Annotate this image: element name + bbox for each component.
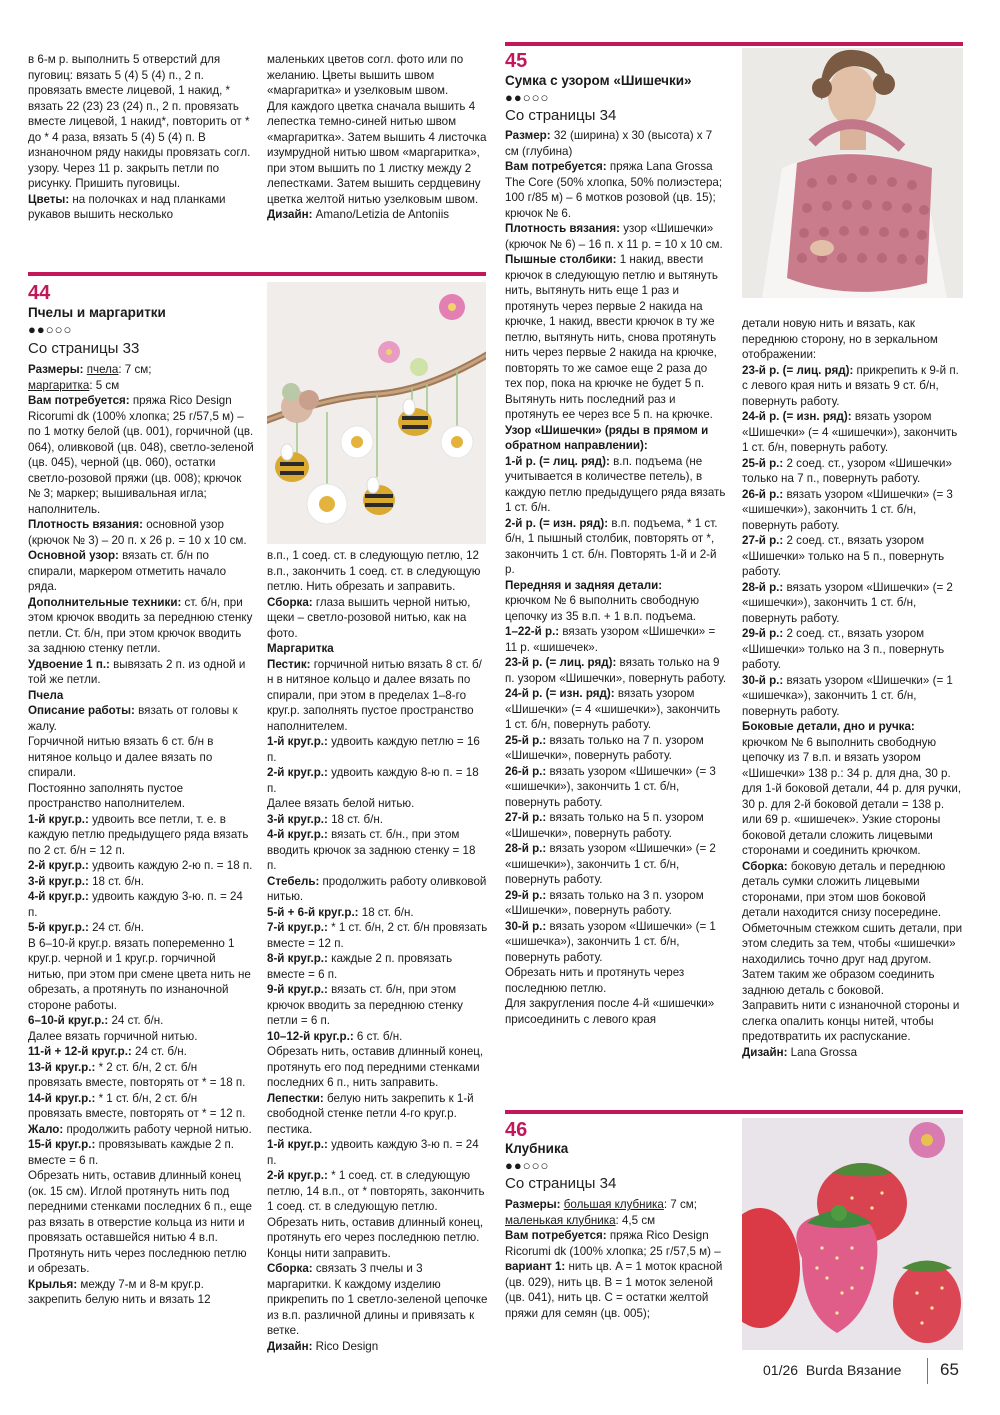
bold-label: 11-й + 12-й круг.р.: — [28, 1045, 132, 1058]
bold-label: Стебель: — [267, 874, 320, 888]
underlined-term: большая клубника — [563, 1198, 664, 1211]
difficulty-rating-45 — [505, 90, 549, 105]
text-run: детали новую нить и вязать, как переднюю сторону, но в зеркальном отображении: — [742, 317, 938, 361]
pattern-title-44: Пчелы и маргаритки — [28, 305, 166, 320]
text-run: в 6-м р. выполнить 5 отверстий для пуговиц: вязать 5 (4) 5 (4) п., 2 п. провязать вместе лицевой, 1 накид, * вязать 22 (23) 23 (24) п., 2 п. провязать вместе лицевой, 1 накид*, повторить от * до * 4 раза, вязать 5 (4) 5 (4) п. В изнаночном ряду накиды провязать согл. узору. Через 11 р. закрыть петли по рисунку. Пришить пуговицы. — [28, 53, 251, 190]
paragraph — [267, 1261, 488, 1339]
text-run: крючком № 6 выполнить свободную цепочку из 35 в.п. + 1 в.п. подъема. — [505, 594, 700, 623]
bees-daisies-illustration — [267, 282, 486, 544]
paragraph — [28, 378, 254, 394]
difficulty-rating-46 — [505, 1158, 549, 1173]
text-run: Lana Grossa — [787, 1045, 858, 1059]
bold-label: Описание работы: — [28, 704, 135, 717]
bold-label: 1–22-й р.: — [505, 625, 560, 638]
paragraph — [267, 641, 488, 657]
paragraph — [28, 688, 254, 704]
bold-label: 2-й круг.р.: — [267, 766, 328, 779]
text-run: Далее вязать белой нитью. — [267, 797, 415, 810]
text-run: вязать узором «Шишечки» (= 4 «шишечки»), закончить 1 ст. б/н, повернуть работу. — [505, 687, 721, 731]
paragraph — [267, 1091, 488, 1138]
section-rule-46 — [505, 1110, 963, 1114]
bold-label: 6–10-й круг.р.: — [28, 1014, 109, 1027]
text-run: В 6–10-й круг.р. вязать попеременно 1 круг.р. черной и 1 круг.р. горчичной нитью, при этом при смене цвета нить не обрезать, а протянуть по изнаночной стороне работы. — [28, 936, 251, 1012]
text-run: каждые 2 п. провязать вместе = 6 п. — [267, 952, 453, 981]
paragraph — [505, 159, 727, 221]
paragraph — [267, 52, 492, 99]
bold-label: 7-й круг.р.: — [267, 921, 328, 934]
from-page-45: Со страницы 34 — [505, 107, 617, 124]
bold-label: Передняя и задняя детали: — [505, 578, 663, 592]
underlined-term: пчела — [86, 363, 119, 376]
paragraph — [505, 593, 727, 624]
pattern-44-column-2 — [267, 548, 488, 1354]
text-run: вывязать 2 п. из одной и той же петли. — [28, 657, 246, 686]
text-run: вязать узором «Шишечки» (= 2 «шишечки»), закончить 1 ст. б/н, повернуть работу. — [505, 842, 716, 886]
bold-label: Дизайн: — [267, 208, 313, 221]
difficulty-dot-empty-icon: ○ — [540, 1158, 550, 1173]
paragraph — [28, 781, 254, 812]
paragraph — [267, 1168, 488, 1261]
bold-label: Удвоение 1 п.: — [28, 657, 110, 671]
paragraph — [742, 735, 964, 859]
difficulty-dot-empty-icon: ○ — [522, 90, 532, 105]
text-run: вязать ст. б/н по спирали, маркером отметить начало ряда. — [28, 549, 227, 593]
bold-label: 30-й р.: — [742, 673, 784, 687]
bold-label: 25-й р.: — [742, 456, 784, 470]
page-number: 65 — [940, 1360, 959, 1379]
paragraph — [28, 1013, 254, 1029]
paragraph — [28, 192, 253, 223]
pattern-45-column-1 — [505, 128, 727, 1027]
footer-divider — [927, 1358, 928, 1384]
bold-label: Пестик: — [267, 657, 311, 671]
paragraph — [505, 965, 727, 996]
difficulty-dot-empty-icon: ○ — [54, 322, 64, 337]
bold-label: 3-й круг.р.: — [28, 874, 89, 888]
bold-label: Размеры: — [505, 1198, 561, 1211]
text-run: продолжить работу черной нитью. — [63, 1122, 252, 1136]
text-run: * 2 ст. б/н, 2 ст. б/н провязать вместе, повторять от * = 18 п. — [28, 1060, 246, 1089]
text-run: продолжить работу оливковой нитью. — [267, 874, 487, 903]
paragraph — [267, 595, 488, 642]
text-run: ст. б/н, при этом крючок вводить за переднюю стенку петли. Ст. б/н, при этом крючок вводить за заднюю стенку петли. — [28, 595, 253, 655]
paragraph — [28, 889, 254, 920]
bold-label: 30-й р.: — [505, 919, 547, 933]
text-run: в.п. подъема, * 1 ст. б/н, 1 пышный столбик, повторять от *, закончить 1 ст. б/н. Повторять 1-й и 2-й р. — [505, 516, 718, 576]
paragraph — [742, 316, 964, 363]
paragraph — [28, 703, 254, 734]
text-run: Для каждого цветка сначала вышить 4 лепестка темно-синей нитью швом «маргаритка». Затем вышить 4 листочка изумрудной нитью швом «маргаритка», при этом вышить по 1 листку между 2 лепестками. Затем вышить сердцевину цветка желтой нитью узелковым швом. — [267, 99, 487, 206]
bold-label: 26-й р.: — [505, 764, 547, 778]
bold-label: Вам потребуется: — [28, 394, 130, 407]
text-run: * 1 соед. ст. в следующую петлю, 14 в.п., от * повторять, закончить 1 соед. ст. в следующую петлю. Обрезать нить, оставив длинный конец, протянуть его через последнюю петлю. Концы нити заправить. — [267, 1169, 485, 1260]
bold-label: 23-й р. (= лиц. ряд): — [505, 656, 617, 669]
paragraph — [267, 827, 488, 874]
paragraph — [505, 841, 727, 888]
paragraph — [28, 517, 254, 548]
text-run: боковую деталь и переднюю деталь сумки сложить лицевыми сторонами, при этом шов боковой детали находится снизу посередине. Обметочным стежком сшить детали, при этом следить за тем, чтобы «шишечки» находились точно друг над другом. — [742, 859, 963, 966]
text-run: вязать узором «Шишечки» (= 1 «шишечка»), закончить 1 ст. б/н, повернуть работу. — [742, 673, 953, 718]
pattern-number-46: 46 — [505, 1119, 528, 1141]
text-run: : 5 см — [89, 378, 120, 392]
bold-label: 29-й р.: — [742, 627, 784, 640]
text-run: вязать только на 9 п. узором «Шишечки», повернуть работу. — [505, 656, 727, 685]
pattern-45-column-2 — [742, 316, 964, 1060]
paragraph — [267, 874, 488, 905]
pattern-title-45: Сумка с узором «Шишечки» — [505, 73, 692, 88]
paragraph — [742, 673, 964, 720]
bold-label: Вам потребуется: — [505, 160, 607, 173]
text-run: Далее вязать горчичной нитью. — [28, 1029, 198, 1043]
bold-label: Сборка: — [267, 595, 313, 609]
paragraph — [28, 548, 254, 595]
difficulty-dot-filled-icon: ● — [28, 322, 37, 337]
section-rule-45 — [505, 42, 963, 46]
text-run: белую нить закрепить к 1-й свободной стенке петли 4-го круг.р. пестика. — [267, 1091, 474, 1136]
text-run: нить цв. A = 1 моток красной (цв. 029), нить цв. B = 1 моток зеленой (цв. 041), нить цв. C = остатки желтой пряжи для семян (цв. 005); — [505, 1260, 723, 1320]
paragraph — [742, 456, 964, 487]
paragraph — [267, 796, 488, 812]
text-run: вязать узором «Шишечки» (= 2 «шишечки»), закончить 1 ст. б/н, повернуть работу. — [742, 580, 953, 625]
paragraph — [505, 252, 727, 423]
section-rule-44 — [28, 272, 486, 276]
underlined-term: маленькая клубника — [505, 1213, 616, 1227]
difficulty-dot-filled-icon: ● — [513, 90, 523, 105]
bold-label: Лепестки: — [267, 1091, 324, 1105]
paragraph — [742, 859, 964, 968]
paragraph — [742, 409, 964, 456]
paragraph — [267, 982, 488, 1029]
bold-label: Пышные столбики: — [505, 253, 617, 266]
paragraph — [505, 1197, 727, 1213]
top-middle-column — [267, 52, 492, 223]
paragraph — [505, 810, 727, 841]
text-run: Для закругления после 4-й «шишечки» присоединить с левого края — [505, 997, 715, 1026]
bold-label: 8-й круг.р.: — [267, 952, 328, 965]
paragraph — [267, 657, 488, 735]
text-run: удвоить каждую петлю = 16 п. — [267, 735, 480, 764]
bold-label: Маргаритка — [267, 642, 334, 655]
text-run: удвоить каждую 8-ю п. = 18 п. — [267, 766, 479, 795]
text-run: основной узор (крючок № 3) – 20 п. х 26 р. = 10 х 10 см. — [28, 518, 247, 547]
paragraph — [505, 516, 727, 578]
text-run: Постоянно заполнять пустое пространство наполнителем. — [28, 781, 185, 810]
text-run: вязать только на 5 п. узором «Шишечки», повернуть работу. — [505, 811, 704, 840]
paragraph — [505, 454, 727, 516]
bold-label: Дизайн: — [742, 1045, 788, 1059]
paragraph — [505, 1213, 727, 1229]
paragraph — [505, 764, 727, 811]
paragraph — [267, 812, 488, 828]
bold-label: Крылья: — [28, 1277, 78, 1291]
text-run: связать 3 пчелы и 3 маргаритки. К каждому изделию прикрепить по 1 светло-зеленой цепочке из в.п. различной длины и привязать к ветке. — [267, 1262, 488, 1337]
paragraph — [505, 128, 727, 159]
bold-label: 27-й р.: — [742, 534, 784, 547]
text-run: 6 ст. б/н. — [353, 1029, 403, 1043]
difficulty-rating-44 — [28, 322, 72, 337]
bold-label: Узор «Шишечки» (ряды в прямом и обратном направлении): — [505, 423, 709, 452]
difficulty-dot-empty-icon: ○ — [531, 1158, 541, 1173]
difficulty-dot-filled-icon: ● — [505, 1158, 514, 1173]
bold-label: 4-й круг.р.: — [28, 890, 89, 903]
text-run: в.п., 1 соед. ст. в следующую петлю, 12 в.п., закончить 1 соед. ст. в следующую петлю. Нить обрезать и заправить. — [267, 549, 481, 593]
bold-label: 27-й р.: — [505, 811, 547, 824]
text-run: вязать узором «Шишечки» (= 1 «шишечка»), закончить 1 ст. б/н, повернуть работу. — [505, 919, 716, 964]
bold-label: Сборка: — [742, 859, 788, 873]
bold-label: Плотность вязания: — [28, 518, 143, 531]
bold-label: 10–12-й круг.р.: — [267, 1029, 354, 1043]
text-run: : 7 см; — [663, 1198, 697, 1211]
bold-label: 2-й круг.р.: — [267, 1169, 328, 1182]
difficulty-dot-empty-icon: ○ — [45, 322, 55, 337]
text-run: 2 соед. ст., вязать узором «Шишечки» только на 3 п., повернуть работу. — [742, 627, 945, 671]
bold-label: Пчела — [28, 688, 64, 702]
text-run: пряжа Rico Design Ricorumi dk (100% хлопка; 25 г/57,5 м) – по 1 мотку белой (цв. 001), горчичной (цв. 064), оливковой (цв. 048), светло-зеленой (цв. 045), черной (цв. 060), остатки светло-розовой пряжи (цв. 008); крючок № 3; маркер; вышивальная игла; наполнитель. — [28, 394, 254, 516]
photo-strawberries — [742, 1118, 963, 1350]
bold-label: 28-й р.: — [742, 580, 784, 594]
bold-label: 29-й р.: — [505, 888, 547, 902]
bold-label: Размеры: — [28, 363, 84, 376]
paragraph — [505, 655, 727, 686]
text-run: маленьких цветов согл. фото или по желанию. Цветы вышить швом «маргаритка» и узелковым швом. — [267, 53, 464, 97]
paragraph — [267, 905, 488, 921]
paragraph — [267, 1339, 488, 1355]
text-run: глаза вышить черной нитью, щеки – светло-розовой нитью, как на фото. — [267, 595, 471, 640]
text-run: пряжа Lana Grossa The Core (50% хлопка, 50% полиэстера; 100 г/85 м) – 6 мотков розовой (цв. 15); крючок № 6. — [505, 160, 723, 220]
top-left-column — [28, 52, 253, 223]
paragraph — [28, 1277, 254, 1308]
paragraph — [505, 221, 727, 252]
text-run: 24 ст. б/н. — [88, 921, 144, 934]
paragraph — [742, 1045, 964, 1061]
bold-label: 14-й круг.р.: — [28, 1091, 96, 1105]
paragraph — [505, 578, 727, 594]
text-run: 2 соед. ст., узором «Шишечки» только на 7 п., повернуть работу. — [742, 456, 952, 485]
text-run: 2 соед. ст., вязать узором «Шишечки» только на 5 п., повернуть работу. — [742, 534, 945, 578]
paragraph — [742, 719, 964, 735]
bold-label: вариант 1: — [505, 1260, 566, 1273]
paragraph — [505, 423, 727, 454]
text-run: Rico Design — [312, 1339, 379, 1353]
text-run: удвоить каждую 3-ю п. = 24 п. — [267, 1138, 479, 1167]
text-run: * 1 ст. б/н, 2 ст. б/н провязать вместе = 12 п. — [267, 921, 488, 950]
bold-label: 1-й круг.р.: — [267, 735, 328, 748]
bold-label: 15-й круг.р.: — [28, 1138, 96, 1151]
difficulty-dot-filled-icon: ● — [505, 90, 514, 105]
paragraph — [28, 657, 254, 688]
paragraph — [267, 1044, 488, 1091]
text-run: 18 ст. б/н. — [327, 812, 383, 826]
paragraph — [267, 920, 488, 951]
bold-label: Цветы: — [28, 192, 70, 206]
paragraph — [505, 624, 727, 655]
paragraph — [267, 1029, 488, 1045]
text-run: на полочках и над планками рукавов вышить несколько — [28, 192, 226, 221]
paragraph — [28, 920, 254, 936]
bold-label: Дизайн: — [267, 1339, 313, 1353]
bold-label: 3-й круг.р.: — [267, 812, 328, 826]
pattern-title-46: Клубника — [505, 1141, 569, 1156]
paragraph — [28, 362, 254, 378]
paragraph — [267, 951, 488, 982]
text-run: вязать узором «Шишечки» (= 3 «шишечки»), закончить 1 ст. б/н, повернуть работу. — [505, 764, 716, 809]
text-run: крючком № 6 выполнить свободную цепочку из 7 в.п. и вязать узором «Шишечки» 138 р.: 34 р. для дна, 30 р. для 1-й боковой детали, 44 р. для ручки, 30 р. для 2-й боковой детали = 138 р. или 69 р. «шишечек». Узкие стороны боковой детали сложить лицевыми сторонами и соединить крючком. — [742, 735, 962, 857]
bold-label: 5-й круг.р.: — [28, 921, 89, 934]
text-run: удвоить каждую 2-ю п. = 18 п. — [88, 859, 253, 872]
paragraph — [505, 1259, 727, 1321]
paragraph — [742, 580, 964, 627]
text-run: 18 ст. б/н. — [88, 874, 144, 888]
paragraph — [28, 1044, 254, 1060]
bold-label: Жало: — [28, 1122, 64, 1136]
text-run: пряжа Rico Design Ricorumi dk (100% хлопка; 25 г/57,5 м) – — [505, 1229, 721, 1258]
paragraph — [28, 858, 254, 874]
bold-label: 4-й круг.р.: — [267, 828, 328, 841]
bold-label: 2-й р. (= изн. ряд): — [505, 516, 609, 530]
text-run: вязать узором «Шишечки» (= 4 «шишечки»), закончить 1 ст. б/н, повернуть работу. — [742, 410, 958, 454]
bold-label: 1-й р. (= лиц. ряд): — [505, 454, 610, 468]
text-run: : 7 см; — [118, 363, 152, 376]
bold-label: 26-й р.: — [742, 487, 784, 501]
text-run: прикрепить к 9-й п. с левого края нить и вязать 9 ст. б/н, повернуть работу. — [742, 363, 959, 408]
bold-label: 25-й р.: — [505, 733, 547, 747]
pattern-number-44: 44 — [28, 282, 51, 304]
photo-bees-daisies — [267, 282, 486, 544]
paragraph — [28, 1091, 254, 1122]
difficulty-dot-empty-icon: ○ — [531, 90, 541, 105]
footer-issue: 01/26 Burda Вязание — [763, 1362, 902, 1378]
paragraph — [28, 595, 254, 657]
text-run: вязать ст. б/н., при этом вводить крючок за заднюю стенку = 18 п. — [267, 828, 476, 872]
text-run: : 4,5 см — [615, 1213, 656, 1227]
paragraph — [742, 998, 964, 1045]
paragraph — [742, 533, 964, 580]
bold-label: 2-й круг.р.: — [28, 859, 89, 872]
difficulty-dot-empty-icon: ○ — [522, 1158, 532, 1173]
paragraph — [267, 548, 488, 595]
strawberries-illustration — [742, 1118, 963, 1350]
bold-label: Вам потребуется: — [505, 1229, 607, 1242]
paragraph — [267, 207, 492, 223]
bold-label: Дополнительные техники: — [28, 595, 182, 609]
paragraph — [505, 888, 727, 919]
text-run: вязать узором «Шишечки» (= 3 «шишечки»), закончить 1 ст. б/н, повернуть работу. — [742, 487, 953, 532]
paragraph — [267, 1137, 488, 1168]
bold-label: 5-й + 6-й круг.р.: — [267, 905, 359, 919]
paragraph — [28, 393, 254, 517]
difficulty-dot-filled-icon: ● — [513, 1158, 523, 1173]
text-run: Затем таким же образом соединить заднюю деталь с боковой. — [742, 968, 935, 997]
text-run: вязать от головы к жалу. — [28, 704, 238, 733]
paragraph — [505, 686, 727, 733]
paragraph — [742, 626, 964, 673]
paragraph — [742, 967, 964, 998]
pattern-number-45: 45 — [505, 50, 528, 72]
photo-woman-bag — [742, 48, 963, 298]
text-run: * 1 ст. б/н, 2 ст. б/н провязать вместе, повторять от * = 12 п. — [28, 1091, 246, 1120]
bold-label: Сборка: — [267, 1262, 313, 1275]
bold-label: 23-й р. (= лиц. ряд): — [742, 363, 854, 377]
paragraph — [28, 874, 254, 890]
bold-label: 1-й круг.р.: — [267, 1138, 328, 1151]
paragraph — [28, 52, 253, 192]
text-run: в.п. подъема (не учитывается в количестве петель), в каждую петлю предыдущего ряда вязать 1 ст. б/н. — [505, 454, 726, 514]
paragraph — [505, 733, 727, 764]
paragraph — [28, 1029, 254, 1045]
text-run: провязывать каждые 2 п. вместе = 6 п. — [28, 1138, 234, 1167]
paragraph — [28, 1137, 254, 1168]
text-run: Обрезать нить и протянуть через последнюю петлю. — [505, 966, 685, 995]
paragraph — [267, 734, 488, 765]
bold-label: Плотность вязания: — [505, 222, 620, 235]
difficulty-dot-empty-icon: ○ — [540, 90, 550, 105]
text-run: Обрезать нить, оставив длинный конец (ок. 15 см). Иглой протянуть нить под передними стенками последних 6 п., еще раз вязать в отверстие кольца из нити и провязать оставшейся нитью 4 в.п. Протянуть нить через последнюю петлю и обрезать. — [28, 1169, 253, 1275]
text-run: вязать только на 3 п. узором «Шишечки», повернуть работу. — [505, 888, 704, 917]
bold-label: 9-й круг.р.: — [267, 983, 328, 996]
paragraph — [28, 734, 254, 781]
text-run: 32 (ширина) х 30 (высота) х 7 см (глубина) — [505, 129, 713, 158]
paragraph — [28, 1122, 254, 1138]
text-run: 24 ст. б/н. — [131, 1045, 187, 1058]
difficulty-dot-empty-icon: ○ — [63, 322, 73, 337]
difficulty-dot-filled-icon: ● — [36, 322, 46, 337]
bold-label: 24-й р. (= изн. ряд): — [505, 687, 615, 700]
text-run: узор «Шишечки» (крючок № 6) – 16 п. х 11 р. = 10 х 10 см. — [505, 222, 723, 251]
paragraph — [267, 99, 492, 208]
paragraph — [742, 363, 964, 410]
bold-label: 13-й круг.р.: — [28, 1060, 96, 1074]
bold-label: 24-й р. (= изн. ряд): — [742, 410, 852, 423]
paragraph — [28, 1168, 254, 1277]
text-run: 1 накид, ввести крючок в следующую петлю и вытянуть нить, вытянуть нить еще 1 раз и протянуть через первые 2 накида на крючке, 1 накид, ввести крючок в ту же петлю, вытянуть нить, снова протянуть нить через первые 2 накида на крючке, повторять то же самое еще 2 раза до тех пор, пока на крючке не будет 5 п. Вытянуть нить последний раз и протянуть ее через все 5 п. на крючке. — [505, 253, 718, 421]
text-run: Amano/Letizia de Antoniis — [312, 208, 450, 221]
pattern-44-column-1 — [28, 362, 254, 1308]
paragraph — [505, 996, 727, 1027]
text-run: Заправить нити с изнаночной стороны и слегка опалить концы нитей, чтобы предотвратить их распускание. — [742, 999, 960, 1043]
bold-label: Размер: — [505, 129, 551, 142]
bold-label: 1-й круг.р.: — [28, 812, 89, 826]
underlined-term: маргаритка — [28, 378, 90, 392]
paragraph — [267, 765, 488, 796]
text-run: удвоить все петли, т. е. в каждую петлю предыдущего ряда вязать по 2 ст. б/н = 12 п. — [28, 812, 249, 857]
paragraph — [505, 1228, 727, 1259]
text-run: 18 ст. б/н. — [358, 905, 414, 919]
from-page-46: Со страницы 34 — [505, 1175, 617, 1192]
text-run: 24 ст. б/н. — [108, 1014, 164, 1027]
from-page-44: Со страницы 33 — [28, 340, 140, 357]
text-run: вязать только на 7 п. узором «Шишечки», повернуть работу. — [505, 733, 704, 762]
text-run: удвоить каждую 3-ю. п. = 24 п. — [28, 890, 243, 919]
bold-label: 28-й р.: — [505, 842, 547, 855]
text-run: Обрезать нить, оставив длинный конец, протянуть его под передними стенками последних 6 п., нить заправить. — [267, 1045, 484, 1089]
paragraph — [505, 919, 727, 966]
text-run: горчичной нитью вязать 8 ст. б/н в нитяное кольцо и далее вязать по спирали, при этом в пределах 1–8-го круг.р. заполнять пустое пространство наполнителем. — [267, 657, 482, 733]
pattern-46-column-1 — [505, 1197, 727, 1321]
paragraph — [742, 487, 964, 534]
text-run: между 7-м и 8-м круг.р. закрепить белую нить и вязать 12 — [28, 1277, 211, 1306]
bold-label: Основной узор: — [28, 549, 119, 562]
bold-label: Боковые детали, дно и ручка: — [742, 720, 915, 733]
paragraph — [28, 1060, 254, 1091]
paragraph — [28, 936, 254, 1014]
text-run: вязать ст. б/н, при этом крючок вводить за переднюю стенку петли = 6 п. — [267, 983, 463, 1027]
text-run: Горчичной нитью вязать 6 ст. б/н в нитяное кольцо и далее вязать по спирали. — [28, 735, 214, 779]
paragraph — [28, 812, 254, 859]
text-run: вязать узором «Шишечки» = 11 р. «шишечек». — [505, 625, 716, 654]
woman-bag-illustration — [742, 48, 963, 298]
